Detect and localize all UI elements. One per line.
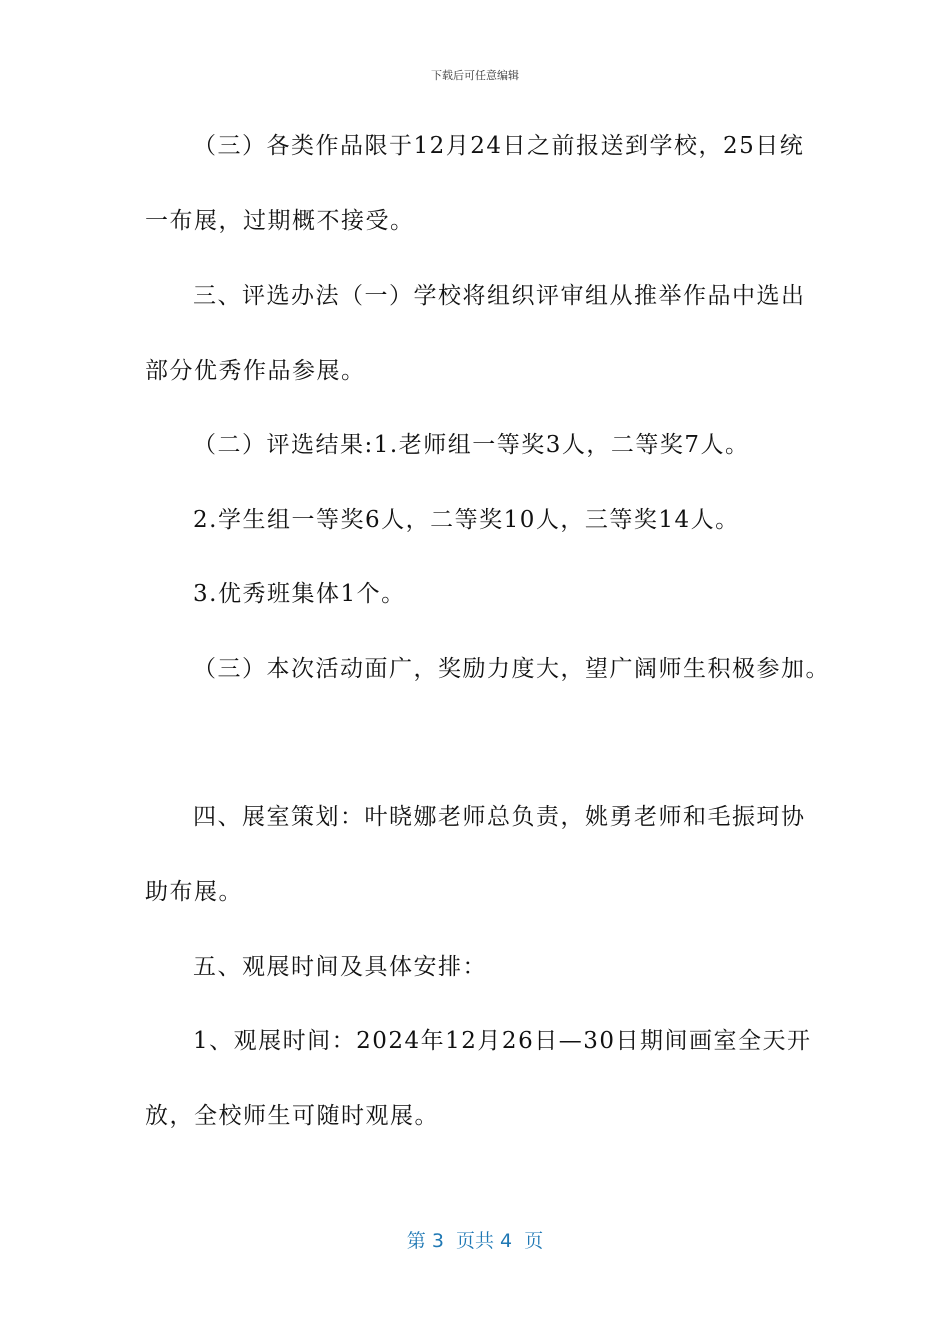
paragraph-line: 五、观展时间及具体安排： bbox=[193, 954, 487, 980]
paragraph-line: 3.优秀班集体1个。 bbox=[193, 581, 406, 607]
paragraph-line: 1、观展时间：2024年12月26日—30日期间画室全天开 bbox=[193, 1028, 812, 1054]
page-number-footer: 第 3 页共 4 页 bbox=[406, 1230, 544, 1252]
paragraph-line: 放，全校师生可随时观展。 bbox=[145, 1103, 439, 1129]
paragraph-line: 2.学生组一等奖6人，二等奖10人，三等奖14人。 bbox=[193, 507, 740, 533]
paragraph-line: （三）本次活动面广，奖励力度大，望广阔师生积极参加。 bbox=[193, 656, 830, 682]
paragraph-line: 四、展室策划：叶晓娜老师总负责，姚勇老师和毛振珂协 bbox=[193, 804, 806, 830]
paragraph-line: （三）各类作品限于12月24日之前报送到学校，25日统 bbox=[193, 133, 805, 159]
paragraph-line: 助布展。 bbox=[145, 879, 243, 905]
header-note: 下载后可任意编辑 bbox=[431, 69, 519, 82]
paragraph-line: 一布展，过期概不接受。 bbox=[145, 208, 415, 234]
paragraph-line: 三、评选办法（一）学校将组织评审组从推举作品中选出 bbox=[193, 283, 806, 309]
paragraph-line: 部分优秀作品参展。 bbox=[145, 358, 366, 384]
paragraph-line: （二）评选结果:1.老师组一等奖3人，二等奖7人。 bbox=[193, 432, 750, 458]
